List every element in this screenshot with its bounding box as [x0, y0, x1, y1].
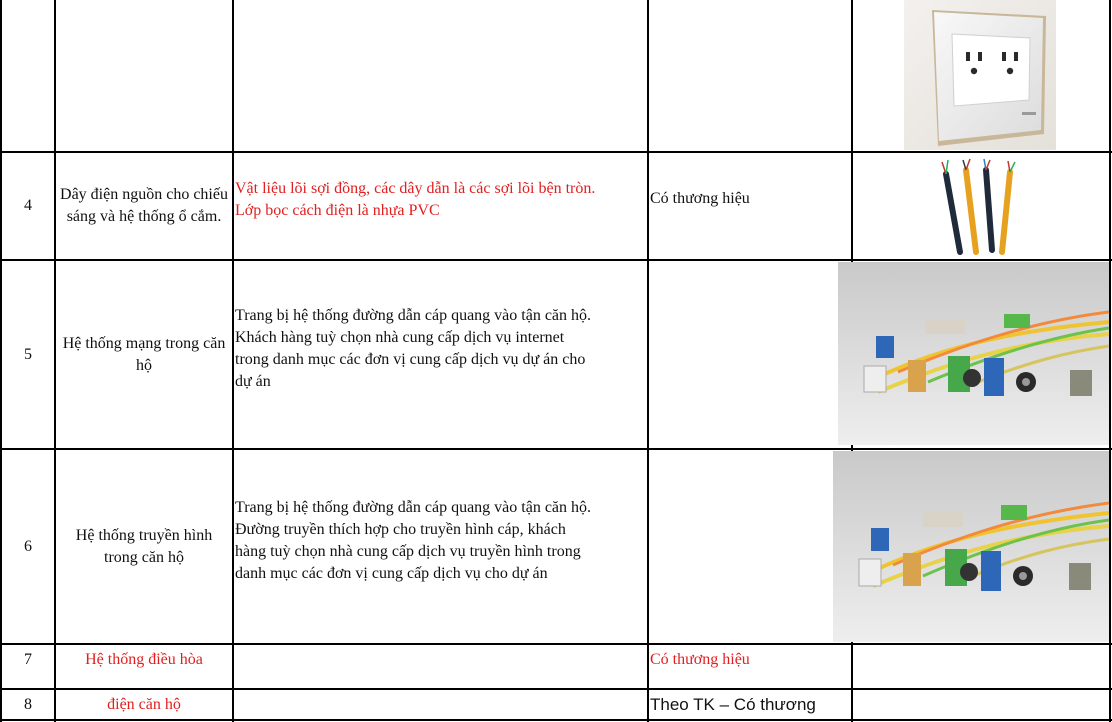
brand-note: Theo TK – Có thương — [650, 694, 816, 714]
electric-cables-image — [936, 156, 1026, 256]
item-name: Hệ thống truyền hình trong căn hộ — [75, 526, 213, 566]
grid-line — [0, 719, 1112, 721]
row-number: 4 — [24, 197, 32, 214]
item-description — [235, 690, 647, 719]
item-description: Trang bị hệ thống đường dẫn cáp quang vào tận căn hộ. Đường truyền thích hợp cho truyền hình cáp, khách hàng tuỳ chọn nhà cung cấp dịch vụ truyền hình trong danh mục các đơn vị cung cấp dịch vụ cho dự án — [235, 498, 592, 582]
item-name: Dây điện nguồn cho chiếu sáng và hệ thống ổ cắm. — [60, 186, 228, 225]
brand-note: Có thương hiệu — [650, 190, 750, 207]
fiber-optic-cables-image — [833, 451, 1109, 642]
item-description: Trang bị hệ thống đường dẫn cáp quang vào tận căn hộ. Khách hàng tuỳ chọn nhà cung cấp dịch vụ internet trong danh mục các đơn vị cung cấp dịch vụ dự án cho dự án — [235, 306, 592, 390]
brand-note — [650, 261, 836, 448]
fiber-optic-cables-image — [838, 262, 1109, 445]
row-number: 6 — [24, 537, 32, 555]
item-description: Vật liệu lõi sợi đồng, các dây dẫn là các sợi lõi bện tròn. Lớp bọc cách điện là nhựa PVC — [235, 180, 596, 219]
grid-line — [647, 0, 649, 722]
item-description — [235, 645, 647, 688]
item-name: điện căn hộ — [107, 695, 181, 713]
grid-line — [232, 0, 234, 722]
row-number: 8 — [24, 695, 32, 713]
wall-socket-image — [904, 0, 1056, 150]
brand-note — [650, 450, 830, 643]
row-number: 5 — [24, 345, 32, 363]
item-name: Hệ thống mạng trong căn hộ — [62, 334, 226, 374]
item-name: Hệ thống điều hòa — [85, 650, 203, 668]
row-number: 7 — [24, 650, 32, 668]
grid-line — [1109, 0, 1111, 722]
brand-note: Có thương hiệu — [650, 650, 750, 668]
